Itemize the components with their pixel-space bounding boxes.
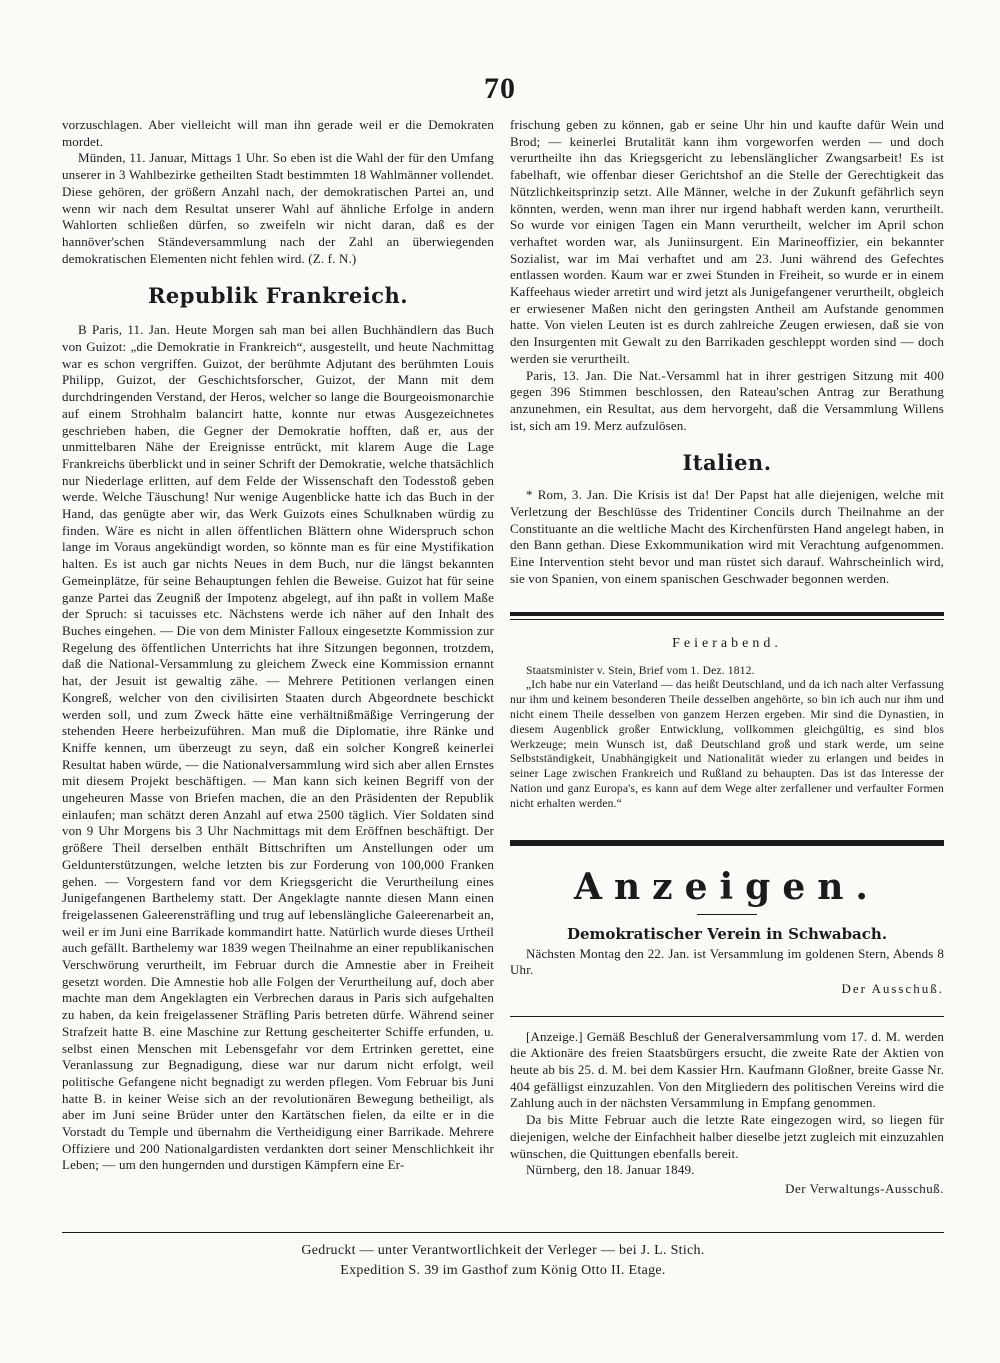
ad-text: [Anzeige.] Gemäß Beschluß der Generalversammlung vom 17. d. M. werden die Aktionäre des freien Staatsbürgers ersucht, die zweite Rate der Aktien von heute ab bis 25. d. M. bei dem Kassier Hrn. Kaufmann Gloßner, breite Gasse Nr. 404 gefälligst einzuzahlen. Von den Mitgliedern des politischen Vereins wird die Zahlung auch in der nächsten Versammlung in Empfang genommen. (510, 1028, 944, 1111)
ad-signature: Der Verwaltungs-Ausschuß. (785, 1180, 944, 1196)
ads-heading: Anzeigen. (574, 865, 880, 908)
ad-aktionaere (510, 1029, 944, 1198)
article-paris-13-jan: Paris, 13. Jan. Die Nat.-Versamml hat in ihrer gestrigen Sitzung mit 400 gegen 396 Stimmen beschlossen, den Rateau'schen Antrag zur Berathung anzunehmen, ein Resultat, aus dem hervorgeht, daß die Versammlung Willens ist, sich am 19. Merz aufzulösen. (510, 367, 944, 433)
imprint-printer: Gedruckt — unter Verantwortlichkeit der Verleger — bei J. L. Stich. (301, 1243, 705, 1258)
ads-heading-rule (697, 914, 757, 915)
section-divider (510, 612, 944, 616)
printer-imprint (62, 1232, 944, 1281)
ad-text-continued: Da bis Mitte Februar auch die letzte Rate eingezogen wird, so liegen für diejenigen, welche der Einfachheit halber dieselbe jetzt zugleich mit einzuzahlen wünschen, die Quittungen ebenfalls bereit. (510, 1112, 944, 1161)
article-paris-continuation: frischung geben zu können, gab er seine Uhr hin und kaufte dafür Wein und Brod; — keinerlei Brutalität kann ihm vorgeworfen werden — und doch verurtheilte ihn das Kriegsgericht zu lebenslänglicher Zwangsarbeit! Es ist fabelhaft, wie offenbar dieser Gerichtshof an die Stelle der Gerechtigkeit das Nützlichkeitsprinzip setzt. Alle Männer, welche in der Zukunft gefährlich seyn könnten, werden, wenn man ihrer nur irgend habhaft werden kann, verurtheilt. So wurde vor einigen Tagen ein Mann verurtheilt, welcher im April schon verhaftet worden war, als Juniinsurgent. Ein Marineoffizier, ein bekannter Sozialist, war im Mai verhaftet und am 23. Juni während des Gefechtes entlassen worden. Kaum war er zwei Stunden in Freiheit, so wurde er in einem Kaffeehaus wieder arretirt und wird jetzt als Junigefangener verurtheilt, obgleich er erwiesener Maßen nicht den geringsten Antheil am Aufstande genommen hatte. Von vielen Leuten ist es durch zahlreiche Zeugen erwiesen, daß sie von den Insurgenten mit Gewalt zu den Barrikaden geschleppt worden sind — doch werden sie verurtheilt. (510, 117, 944, 366)
section-divider-thin (510, 619, 944, 620)
ad-divider (510, 1016, 944, 1017)
section-heading-italien: Italien. (682, 450, 772, 476)
ad-demokratischer-verein (510, 925, 944, 998)
left-column (62, 117, 494, 1174)
article-continuation: vorzuschlagen. Aber vielleicht will man ihn gerade weil er die Demokraten mordet. (62, 117, 494, 149)
ad-place-date: Nürnberg, den 18. Januar 1849. (526, 1162, 695, 1178)
imprint-expedition: Expedition S. 39 im Gasthof zum König Otto II. Etage. (340, 1263, 666, 1278)
article-rom: * Rom, 3. Jan. Die Krisis ist da! Der Papst hat alle diejenigen, welche mit Verletzung der Beschlüsse des Tridentiner Concils durch Theilnahme an der Constituante an die weltliche Macht des Kirchenfürsten Hand angelegt haben, in den Bann gethan. Diese Exkommunikation wird mit Verachtung aufgenommen. Eine Intervention steht bevor und man rüstet sich darauf. Wahrscheinlich wird, sie von Spanien, von einem spanischen Geschwader begonnen werden. (510, 487, 944, 586)
article-paris-11-jan: B Paris, 11. Jan. Heute Morgen sah man bei allen Buchhändlern das Buch von Guizot: „die Demokratie in Frankreich“, ausgestellt, und heute Nachmittag war es schon vergriffen. Guizot, der berühmte Adjutant des berühmten Louis Philipp, Guizot, der Geschichtsforscher, Guizot, der Mann mit dem durchdringenden Verstand, der Heros, welcher so lange die Bourgeoismonarchie auf einem Strohhalm balancirt hatte, konnte nur etwas Ausgezeichnetes geschrieben haben, die Gegner der Demokratie hofften, daß er, aus der unmittelbaren Nähe der Ereignisse entrückt, mit klarem Auge die Lage Frankreichs überblickt und in seiner Schrift der Demokratie, welche thatsächlich nur Niederlage erlitten, auf dem Felde der Wissenschaft den Todesstoß geben werde. Welche Täuschung! Nur wenige Augenblicke hatte ich das Buch in der Hand, das genügte aber wir, das Werk Guizots eines Schulknaben würdig zu finden. Wäre es nicht in allen öffentlichen Blättern ohne Widerspruch schon lange im Voraus angekündigt worden, so könnte man es für eine Mystifikation halten. Es ist auch gar nichts Neues in dem Buch, nur die längst bekannten Gemeinplätze, für seine Behauptungen fehlen die Beweise. Guizot hat für seine ganze Partei das Zeugniß der Impotenz abgelegt, auf ihn paßt in vollem Maße der Spruch: si tacuisses etc. Nächstens werde ich näher auf den Inhalt des Buches eingehen. — Die von dem Minister Falloux eingesetzte Kommission zur Regelung des öffentlichen Unterrichts hat ihre Sitzungen begonnen, trotzdem, daß die National-Versammlung zu gleichem Zweck eine Kommission ernannt hat, der Jesuit ist gewaltig zähe. — Mehrere Petitionen verlangen einen Kongreß, welcher von den civilisirten Staaten durch Abgeordnete beschickt werden soll, und zum Zweck hätte eine verhältnißmäßige Verringerung der stehenden Heere herbeizuführen. Man muß die Diplomatie, ihre Ränke und Kniffe kennen, um überzeugt zu seyn, daß ein solcher Kongreß keinerlei Resultat haben würde, — die Nationalversammlung wird sich aber allen Ernstes mit diesem Projekt beschäftigen. — Man kann sich keinen Begriff von der ungeheuren Masse von Briefen machen, die an den Präsidenten der Republik einlaufen; man schätzt deren Anzahl auf etwa 2500 täglich. Vier Soldaten sind von 9 Uhr Morgens bis 3 Uhr Nachmittags mit dem Eröffnen beschäftigt. Der größere Theil derselben enthält Bittschriften um Anstellungen oder um Geldunterstützungen, welche letzten bis zur Forderung von 100,000 Franken gehen. — Vorgestern fand vor dem Kriegsgericht die Verurtheilung eines Junigefangenen Barthelemy statt. Der Angeklagte nannte diesen Mann einen freigelassenen Galeerensträfling und trug auf lebenslängliche Galeerenarbeit an, weil er im Juni eine Barrikade kommandirt hatte. Natürlich wurde dieses Urtheil auch gefällt. Barthelemy war 1839 wegen Theilnahme an einer republikanischen Verschwörung verurtheilt, im Februar durch die Amnestie aber in Freiheit gesetzt worden. Die Amnestie hob alle Folgen der Verurtheilung auf, doch aber machte man dem Angeklagten ein Verbrechen daraus in Paris sich aufgehalten zu haben, da kein freigelassener Sträfling Paris betreten dürfe. Während seiner Strafzeit hatte B. eine Maschine zur Rettung gescheiterter Schiffe erfunden, u. selbst einen Menschen mit Lebensgefahr vor dem Ertrinken gerettet, eine Veranlassung zur Begnadigung, diese war nur darum nicht erfolgt, weil politische Gefangene nicht begnadigt zu werden pflegen. Vom Februar bis Juni hatte B. in keiner Weise sich an der revolutionären Bewegung betheiligt, als aber im Juni seine Brüder unter den Kartätschen fielen, da eilte er in die Vorstadt du Temple und übernahm die Vertheidigung einer Barrikade. Mehrere Offiziere und 200 Nationalgardisten verdankten dort seiner Menschlichkeit ihr Leben; — um den hungernden und durstigen Kämpfern eine Er- (62, 322, 494, 1173)
page-number: 70 (484, 72, 516, 105)
feuilleton-source: Staatsminister v. Stein, Brief vom 1. Dez. 1812. (526, 663, 755, 677)
right-column (510, 117, 944, 1198)
article-muenden: Münden, 11. Januar, Mittags 1 Uhr. So eben ist die Wahl der für den Umfang unserer in 3 Wahlbezirke getheilten Stadt bestimmten 18 Wahlmänner vollendet. Diese gehören, der größern Anzahl nach, der demokratischen Partei an, und wenn wir nach dem Resultat unserer Wahl auf ähnliche Erfolge in andern Wahlorten schließen dürfen, so zweifeln wir nicht daran, daß es der hannöver'schen Ständeversammlung nach der Zahl an überwiegenden demokratischen Elementen nicht fehlen wird. (Z. f. N.) (62, 150, 494, 266)
ad-text: Nächsten Montag den 22. Jan. ist Versammlung im goldenen Stern, Abends 8 Uhr. (510, 945, 944, 978)
ad-title: Demokratischer Verein in Schwabach. (566, 924, 888, 943)
ad-signature: Der Ausschuß. (841, 980, 944, 996)
feuilleton-title: Feierabend. (672, 635, 782, 651)
section-heading-frankreich: Republik Frankreich. (147, 283, 409, 309)
ads-divider (510, 840, 944, 846)
feuilleton-quote: „Ich habe nur ein Vaterland — das heißt Deutschland, und da ich nach alter Verfassung nur ihm und keinem besonderen Theile desselben angehörte, so bin ich auch nur ihm und nicht einem Theile desselben von ganzem Herzen ergeben. Mir sind die Dynastien, in diesem Augenblick großer Entwicklung, vollkommen gleichgültig, es sind blos Werkzeuge; mein Wunsch ist, daß Deutschland groß und stark werde, um seine Selbstständigkeit, Unabhängigkeit und Nationalität wieder zu erlangen und beides in seiner Lage zwischen Frankreich und Rußland zu behaupten. Das ist das Interesse der Nation und ganz Europa's, es kann auf dem Wege alter zerfallener und verfaulter Formen nicht erhalten werden.“ (510, 678, 944, 810)
